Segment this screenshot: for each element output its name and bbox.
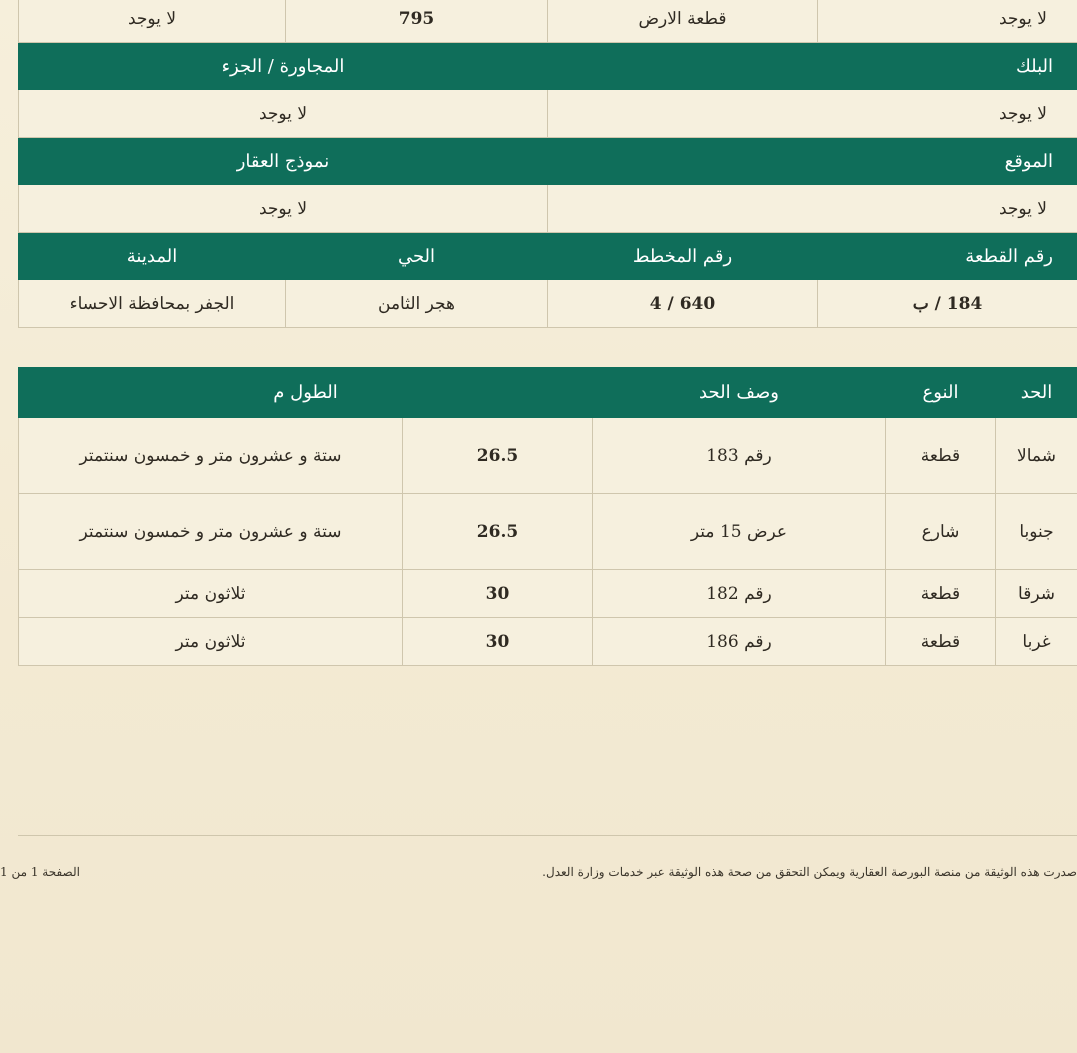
city-value: الجفر بمحافظة الاحساء <box>19 280 286 328</box>
description-cell: رقم 182 <box>593 570 886 618</box>
length-number-cell: 26.5 <box>403 494 593 570</box>
length-text-cell: ستة و عشرون متر و خمسون سنتمتر <box>19 418 403 494</box>
side-header: الحد <box>996 368 1077 418</box>
block-header: البلك <box>548 43 1077 90</box>
length-text-cell: ستة و عشرون متر و خمسون سنتمتر <box>19 494 403 570</box>
description-header: وصف الحد <box>593 368 886 418</box>
neighborhood-part-value: لا يوجد <box>19 90 548 138</box>
table-row <box>19 90 1077 138</box>
location-value: لا يوجد <box>548 185 1077 233</box>
table-header-row <box>19 43 1077 90</box>
table-row <box>19 185 1077 233</box>
length-number-cell: 30 <box>403 618 593 666</box>
description-cell: رقم 183 <box>593 418 886 494</box>
description-cell: عرض 15 متر <box>593 494 886 570</box>
table-cell: قطعة الارض <box>548 0 818 43</box>
district-header: الحي <box>286 233 548 280</box>
table-row <box>19 0 1077 43</box>
type-header: النوع <box>886 368 996 418</box>
side-cell: غربا <box>996 618 1077 666</box>
table-row <box>19 570 1077 618</box>
boundaries-table <box>18 367 1077 666</box>
table-cell: لا يوجد <box>818 0 1077 43</box>
table-cell: لا يوجد <box>19 0 286 43</box>
table-row <box>19 618 1077 666</box>
city-header: المدينة <box>19 233 286 280</box>
table-row <box>19 418 1077 494</box>
side-cell: جنوبا <box>996 494 1077 570</box>
description-cell: رقم 186 <box>593 618 886 666</box>
footer-verification-note: صدرت هذه الوثيقة من منصة البورصة العقارية ويمكن التحقق من صحة هذه الوثيقة عبر خدمات وزارة العدل. <box>542 865 1077 879</box>
property-info-table <box>18 0 1077 328</box>
table-header-row <box>19 368 1077 418</box>
plot-number-value: 184 / ب <box>818 280 1077 328</box>
table-cell: 795 <box>286 0 548 43</box>
plan-number-value: 640 / 4 <box>548 280 818 328</box>
block-value: لا يوجد <box>548 90 1077 138</box>
table-row <box>19 494 1077 570</box>
page-number: الصفحة 1 من 1 <box>0 865 80 879</box>
neighborhood-part-header: المجاورة / الجزء <box>19 43 548 90</box>
length-number-cell: 26.5 <box>403 418 593 494</box>
table-header-row <box>19 138 1077 185</box>
type-cell: قطعة <box>886 418 996 494</box>
length-text-cell: ثلاثون متر <box>19 618 403 666</box>
property-model-value: لا يوجد <box>19 185 548 233</box>
plan-number-header: رقم المخطط <box>548 233 818 280</box>
district-value: هجر الثامن <box>286 280 548 328</box>
plot-number-header: رقم القطعة <box>818 233 1077 280</box>
table-row <box>19 280 1077 328</box>
side-cell: شرقا <box>996 570 1077 618</box>
type-cell: قطعة <box>886 618 996 666</box>
table-header-row <box>19 233 1077 280</box>
length-text-cell: ثلاثون متر <box>19 570 403 618</box>
length-header: الطول م <box>19 368 593 418</box>
type-cell: شارع <box>886 494 996 570</box>
location-header: الموقع <box>548 138 1077 185</box>
property-model-header: نموذج العقار <box>19 138 548 185</box>
side-cell: شمالا <box>996 418 1077 494</box>
type-cell: قطعة <box>886 570 996 618</box>
length-number-cell: 30 <box>403 570 593 618</box>
footer-divider <box>18 835 1077 836</box>
